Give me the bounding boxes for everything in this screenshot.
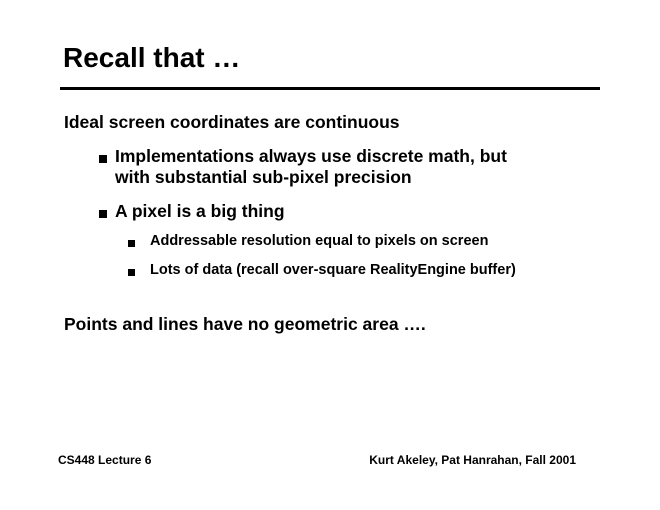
bullet-square-icon [99, 210, 107, 218]
bullet-text-line-1: Implementations always use discrete math, but [115, 146, 507, 166]
sub-bullet-text: Addressable resolution equal to pixels on screen [150, 233, 489, 249]
bullet-text-line-2: with substantial sub-pixel precision [115, 167, 412, 187]
bullet-square-icon [128, 269, 135, 276]
sub-bullet-item-addressable [128, 232, 488, 250]
body-paragraph-ideal: Ideal screen coordinates are continuous [64, 112, 400, 132]
bullet-square-icon [128, 240, 135, 247]
bullet-text: A pixel is a big thing [115, 201, 285, 221]
bullet-square-icon [99, 155, 107, 163]
footer-course-label: CS448 Lecture 6 [58, 453, 152, 467]
bullet-text [115, 146, 507, 188]
sub-bullet-item-lots-of-data [128, 261, 516, 279]
body-paragraph-points: Points and lines have no geometric area …. [64, 314, 426, 334]
sub-bullet-text: Lots of data (recall over-square RealityEngine buffer) [150, 262, 516, 278]
title-divider-rule [60, 87, 600, 90]
bullet-item-pixel [99, 201, 285, 222]
footer-authors-label: Kurt Akeley, Pat Hanrahan, Fall 2001 [369, 453, 576, 467]
bullet-item-implementations [99, 146, 507, 188]
slide-title: Recall that … [63, 42, 241, 73]
